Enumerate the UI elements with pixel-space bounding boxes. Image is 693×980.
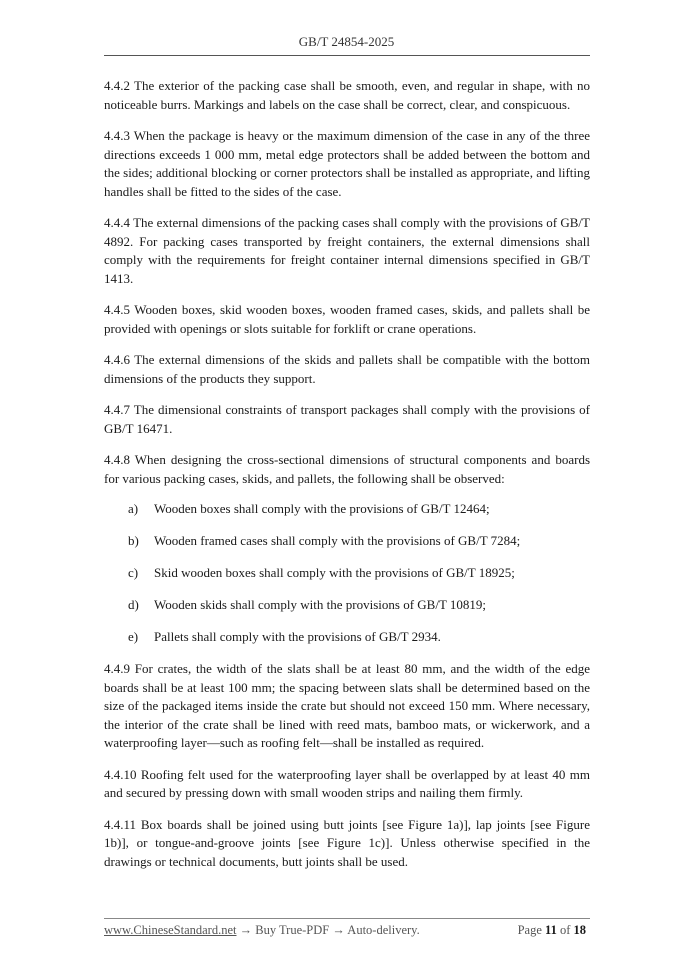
clause-4-4-3: 4.4.3 When the package is heavy or the maximum dimension of the case in any of the three directions exceeds 1 000 mm, metal edge protectors shall be added between the bottom and the sides; additional blocking or corner protectors shall be installed as appropriate, and lifting handles shall be fitted to the sides of the case. [104, 128, 590, 199]
website-link[interactable]: www.ChineseStandard.net [104, 923, 237, 937]
list-item [104, 596, 590, 614]
list-item [104, 628, 590, 646]
page-of-label: of [559, 923, 571, 937]
list-marker: b) [128, 533, 139, 548]
list-item [104, 500, 590, 518]
list-text: Wooden framed cases shall comply with the provisions of GB/T 7284; [154, 533, 521, 548]
page-label: Page [517, 923, 542, 937]
page-number [518, 923, 586, 938]
clause-4-4-7: 4.4.7 The dimensional constraints of transport packages shall comply with the provisions of GB/T 16471. [104, 402, 590, 436]
clause-4-4-2: 4.4.2 The exterior of the packing case shall be smooth, even, and regular in shape, with no noticeable burrs. Markings and labels on the case shall be correct, clear, and conspicuous. [104, 78, 590, 112]
list-marker: c) [128, 565, 139, 580]
footer-promo [104, 923, 420, 938]
list-text: Skid wooden boxes shall comply with the provisions of GB/T 18925; [154, 565, 515, 580]
page-footer [104, 918, 590, 940]
clause-4-4-11: 4.4.11 Box boards shall be joined using butt joints [see Figure 1a)], lap joints [see Figure 1b)], or tongue-and-groove joints [see Figure 1c)]. Unless otherwise specified in the drawings or technical documents, butt joints shall be used. [104, 816, 590, 869]
list-text: Pallets shall comply with the provisions of GB/T 2934. [154, 629, 441, 644]
list-item [104, 532, 590, 550]
list-text: Wooden boxes shall comply with the provisions of GB/T 12464; [154, 501, 490, 516]
document-code-header: GB/T 24854-2025 [298, 34, 395, 49]
clause-4-4-9: 4.4.9 For crates, the width of the slats shall be at least 80 mm, and the width of the edge boards shall be at least 100 mm; the spacing between slats shall be determined based on the size of the packaged items inside the crate but should not exceed 150 mm. Where necessary, the interior of the crate shall be lined with reed mats, bamboo mats, or wickerwork, and a waterproofing layer—such as roofing felt—shall be installed as required. [104, 661, 590, 750]
clause-4-4-6: 4.4.6 The external dimensions of the skids and pallets shall be compatible with the bottom dimensions of the products they support. [104, 352, 590, 386]
clause-4-4-8-list [104, 500, 590, 646]
clause-4-4-8: 4.4.8 When designing the cross-sectional dimensions of structural components and boards for various packing cases, skids, and pallets, the following shall be observed: [104, 452, 590, 486]
clause-4-4-5: 4.4.5 Wooden boxes, skid wooden boxes, wooden framed cases, skids, and pallets shall be provided with openings or slots suitable for forklift or crane operations. [104, 302, 590, 336]
list-item [104, 564, 590, 582]
list-marker: a) [128, 501, 139, 516]
page-total: 18 [573, 923, 586, 937]
list-text: Wooden skids shall comply with the provisions of GB/T 10819; [154, 597, 487, 612]
clause-4-4-4: 4.4.4 The external dimensions of the packing cases shall comply with the provisions of GB/T 4892. For packing cases transported by freight containers, the external dimensions shall comply with the requirements for freight container internal dimensions specified in GB/T 1413. [104, 215, 590, 286]
list-marker: d) [128, 597, 139, 612]
list-marker: e) [128, 629, 139, 644]
footer-promo-text: → Buy True-PDF → Auto-delivery. [236, 923, 420, 937]
header-divider [104, 55, 590, 56]
document-body [104, 77, 590, 884]
page-current: 11 [545, 923, 557, 937]
clause-4-4-10: 4.4.10 Roofing felt used for the waterproofing layer shall be overlapped by at least 40 mm and secured by pressing down with small wooden strips and nailing them firmly. [104, 766, 590, 800]
